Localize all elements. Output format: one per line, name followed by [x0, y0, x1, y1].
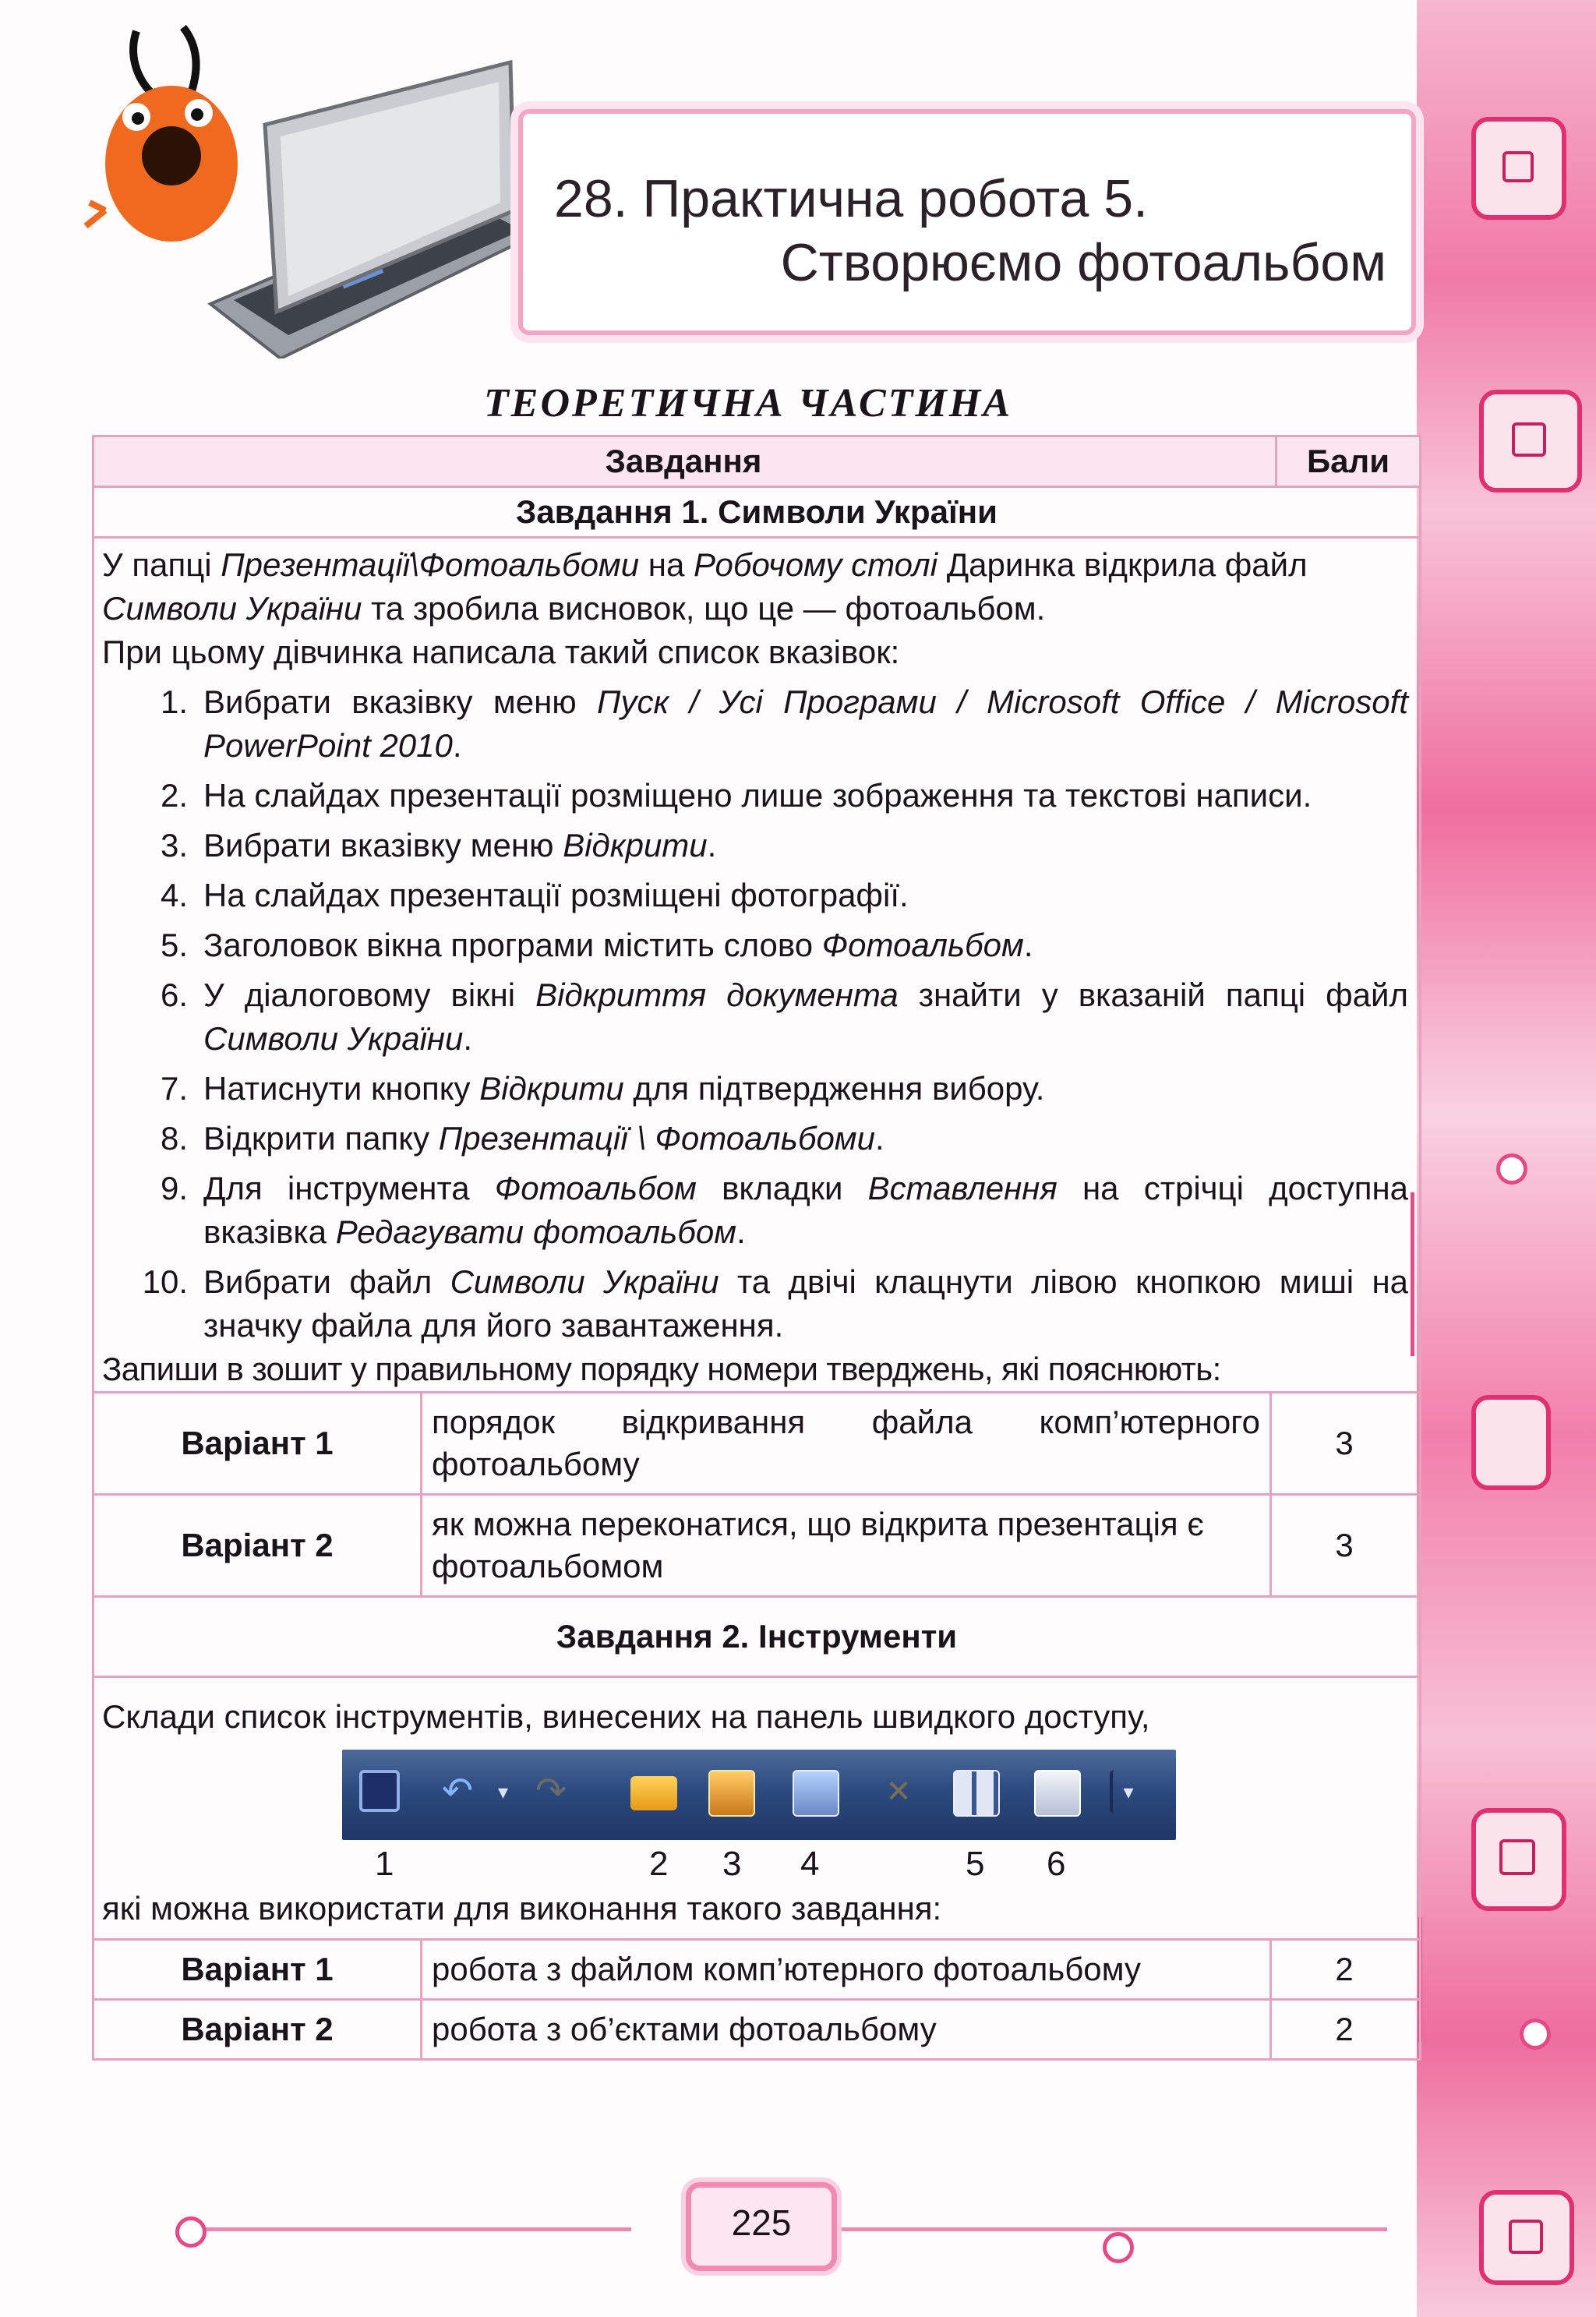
italic-run: Відкрити [479, 1070, 624, 1107]
italic-run: Редагувати фотоальбом [335, 1213, 737, 1250]
item-number: 9. [160, 1170, 188, 1206]
italic-run: Презентації \ Фотоальбоми [438, 1120, 875, 1157]
variant-text: порядок відкривання файла комп’ютерного фотоальбому [422, 1393, 1272, 1493]
variant-points: 2 [1335, 1951, 1354, 1987]
item-number: 3. [160, 827, 188, 864]
chapter-title-box [518, 109, 1416, 335]
variant-label: Варіант 2 [94, 2001, 422, 2058]
text-run: Вибрати файл [203, 1263, 450, 1300]
text-run: У папці [102, 546, 221, 583]
text-run: . [707, 827, 717, 864]
text-run: та двічі клацнути лівою кнопкою миші на значку файла для його завантаження. [203, 1263, 1408, 1344]
text-run: На слайдах презентації розміщені фотографії. [203, 877, 909, 913]
variant-points: 3 [1335, 1425, 1354, 1461]
variant-label: Варіант 2 [94, 1496, 422, 1595]
chapter-title-line-1: 28. Практична робота 5. [554, 169, 1148, 228]
photo-album-icon[interactable] [708, 1770, 755, 1817]
list-item [94, 924, 1419, 967]
assignment-table [92, 435, 1421, 2061]
slide-show-icon[interactable] [1034, 1770, 1081, 1817]
list-item [94, 680, 1419, 768]
variant-text: робота з об’єктами фотоальбому [422, 2001, 1272, 2058]
text-run: Вибрати вказівку меню [203, 827, 563, 864]
text-run: для підтвердження вибору. [623, 1070, 1045, 1107]
item-number: 7. [160, 1070, 188, 1107]
text-run: . [1023, 927, 1033, 963]
list-item [94, 1117, 1419, 1160]
edit-album-icon[interactable] [793, 1770, 839, 1817]
list-item [94, 973, 1419, 1061]
italic-run: Символи України [203, 1020, 464, 1057]
item-number: 1. [160, 683, 188, 720]
task2-outro: які можна використати для виконання такого завдання: [94, 1887, 1419, 1941]
variant-points: 3 [1335, 1527, 1354, 1563]
variant-label: Варіант 1 [94, 1941, 422, 1998]
decor-square [1479, 2190, 1574, 2285]
task1-intro [94, 543, 1419, 630]
task1-intro-2: При цьому дівчинка написала такий список вказівок: [102, 634, 900, 670]
italic-run: Фотоальбом [494, 1170, 697, 1206]
column-header-points: Бали [1275, 437, 1419, 486]
page-number: 225 [686, 2182, 837, 2271]
task1-variant-row [94, 1393, 1419, 1496]
open-folder-icon[interactable] [630, 1776, 677, 1810]
task1-title: Завдання 1. Символи України [94, 488, 1419, 539]
italic-run: Вставлення [867, 1170, 1058, 1206]
task2-intro: Склади список інструментів, винесених на панель швидкого доступу, [102, 1698, 1150, 1735]
decor-footer-line [842, 2227, 1387, 2231]
item-number: 2. [160, 777, 188, 814]
list-item [94, 1067, 1419, 1111]
chapter-title-line-2: Створюємо фотоальбом [780, 233, 1386, 292]
item-number: 6. [160, 977, 188, 1013]
text-run: Вибрати вказівку меню [203, 683, 598, 720]
text-run: Натиснути кнопку [203, 1070, 480, 1107]
task1-outro: Запиши в зошит у правильному порядку номери тверджень, які пояснюють: [94, 1347, 1419, 1393]
toolbar-number: 2 [649, 1845, 669, 1883]
decor-circuit-node [175, 2216, 207, 2248]
item-number: 4. [160, 877, 188, 913]
italic-run: Символи України [450, 1263, 719, 1300]
italic-run: Фотоальбом [821, 927, 1024, 963]
item-number: 5. [160, 927, 188, 963]
task2-variant-row [94, 1941, 1419, 2001]
text-run: знайти у вказаній папці файл [898, 977, 1408, 1013]
variant-text: робота з файлом комп’ютерного фотоальбому [422, 1941, 1272, 1998]
redo-icon[interactable]: ↷ [535, 1771, 567, 1812]
toolbar-number: 4 [800, 1845, 820, 1883]
toolbar-number: 5 [966, 1845, 985, 1883]
decor-square [1471, 1395, 1551, 1490]
text-run: . [452, 727, 462, 764]
toolbar-number: 3 [722, 1845, 742, 1883]
undo-icon[interactable]: ↶ [441, 1771, 474, 1812]
text-run: Відкрити папку [203, 1120, 439, 1157]
decor-square [1471, 117, 1566, 220]
folder-path: Презентації\Фотоальбоми [221, 546, 640, 583]
text-run: та зробила висновок, що це — фотоальбом. [362, 590, 1046, 627]
customize-toolbar-icon[interactable]: ▾ [1110, 1770, 1144, 1814]
italic-run: Відкрити [563, 827, 708, 864]
decor-square [1471, 1808, 1566, 1911]
text-run: На слайдах презентації розміщено лише зображення та текстові написи. [203, 777, 1312, 814]
italic-run: Пуск / Усі Програми / Microsoft Office / Microsoft PowerPoint 2010 [203, 683, 1408, 764]
text-run: У діалоговому вікні [203, 977, 536, 1013]
decor-footer-line [195, 2227, 631, 2231]
slide-sorter-icon[interactable] [953, 1770, 1000, 1817]
list-item [94, 1260, 1419, 1347]
item-number: 8. [160, 1120, 188, 1157]
text-run: . [463, 1020, 473, 1057]
task1-body [94, 539, 1419, 1393]
text-run: вкладки [696, 1170, 868, 1206]
item-number: 10. [142, 1263, 188, 1300]
instruction-list [94, 680, 1419, 1347]
decor-circuit-node [1520, 2019, 1551, 2050]
mascot-illustration [82, 16, 277, 249]
text-run: на стрічці доступна вказівка [203, 1170, 1408, 1250]
variant-label: Варіант 1 [94, 1393, 422, 1493]
quick-access-toolbar [342, 1750, 1176, 1840]
task1-variant-row [94, 1496, 1419, 1598]
text-run: Для інструмента [203, 1170, 495, 1206]
text-run: . [736, 1213, 746, 1250]
text-run: . [874, 1120, 885, 1157]
italic-run: Відкриття документа [535, 977, 899, 1013]
task2-body [94, 1678, 1419, 1941]
file-name: Символи України [102, 590, 362, 627]
decor-circuit-node [1496, 1153, 1527, 1185]
format-painter-icon[interactable]: ✕ [885, 1775, 912, 1809]
list-item [94, 874, 1419, 917]
dropdown-arrow-icon[interactable]: ▾ [498, 1780, 509, 1803]
decor-circuit-node [1103, 2232, 1134, 2263]
list-item [94, 1167, 1419, 1254]
section-heading: ТЕОРЕТИЧНА ЧАСТИНА [484, 381, 1012, 426]
toolbar-number-labels [94, 1840, 1419, 1887]
text-run: Даринка відкрила файл [937, 546, 1308, 583]
text-run: Заголовок вікна програми містить слово [203, 927, 822, 963]
text-run: на [639, 546, 694, 583]
variant-points: 2 [1335, 2011, 1354, 2047]
task2-title: Завдання 2. Інструменти [94, 1598, 1419, 1678]
desktop-term: Робочому столі [693, 546, 938, 583]
column-header-task: Завдання [605, 443, 762, 479]
list-item [94, 824, 1419, 867]
save-icon[interactable] [359, 1770, 400, 1812]
variant-text: як можна переконатися, що відкрита презентація є фотоальбомом [422, 1496, 1272, 1595]
table-header-row [94, 437, 1419, 488]
task2-variant-row [94, 2001, 1419, 2058]
toolbar-number: 1 [375, 1845, 394, 1883]
list-item [94, 774, 1419, 818]
toolbar-number: 6 [1047, 1845, 1066, 1883]
